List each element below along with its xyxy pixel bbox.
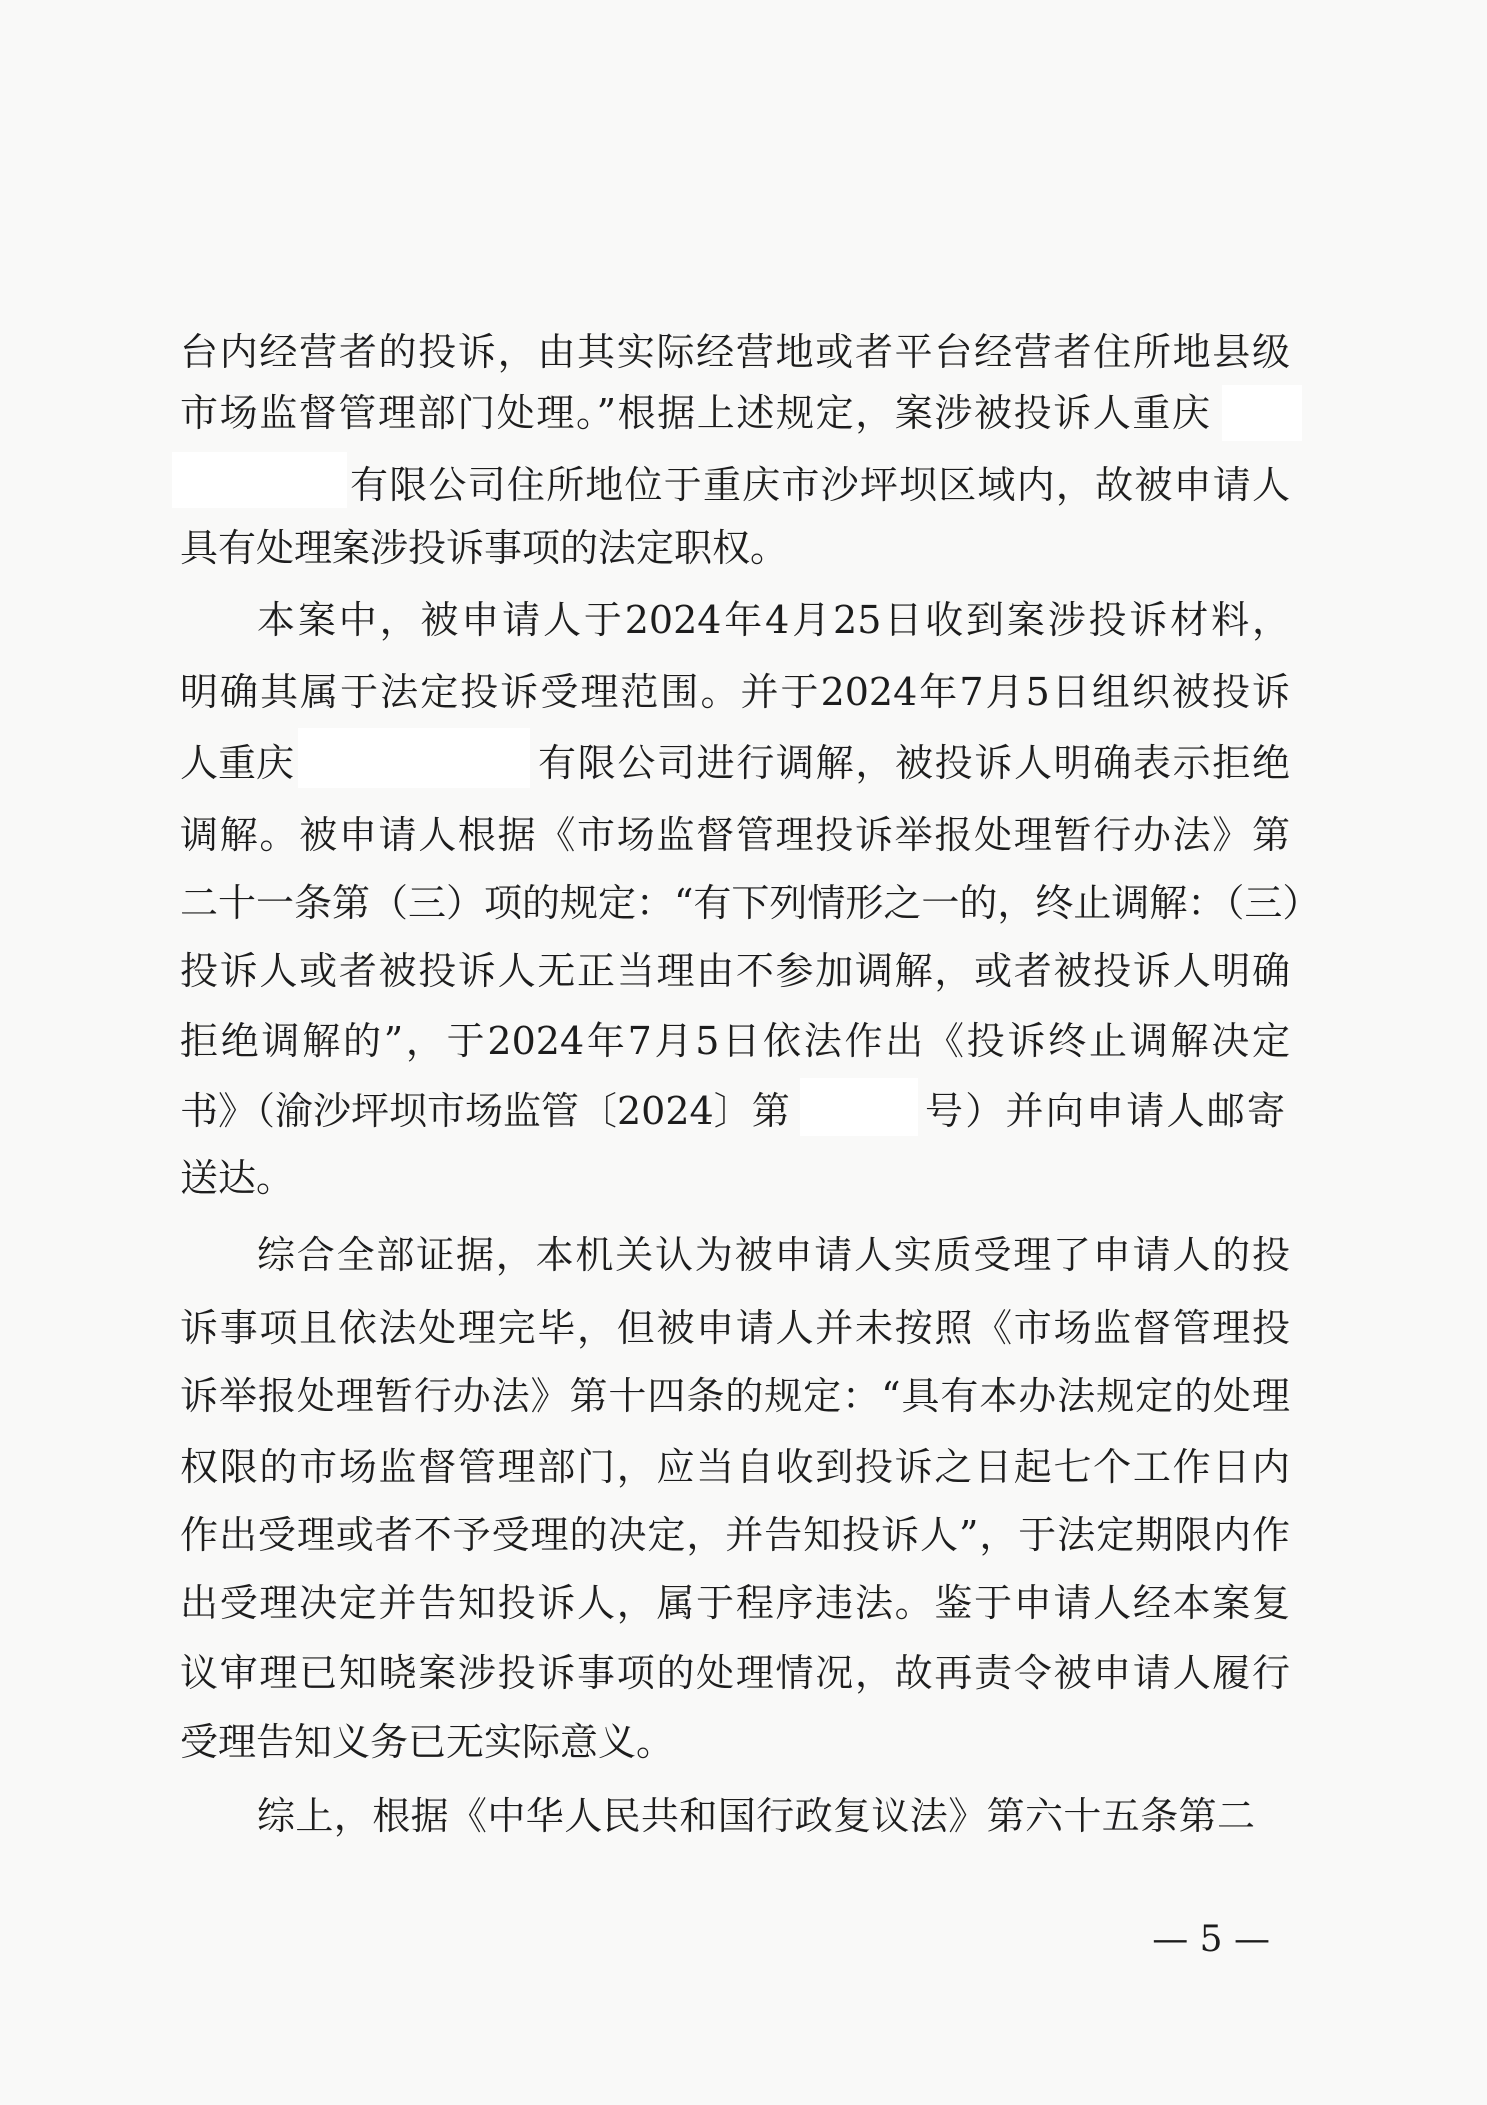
text-line-21: 出受理决定并告知投诉人，属于程序违法。鉴于申请人经本案复 xyxy=(180,1581,1290,1625)
text-line-14: 号）并向申请人邮寄 xyxy=(925,1089,1285,1133)
redaction-box xyxy=(298,728,530,788)
text-line-20: 作出受理或者不予受理的决定，并告知投诉人”，于法定期限内作 xyxy=(180,1513,1290,1557)
text-line-11: 投诉人或者被投诉人无正当理由不参加调解，或者被投诉人明确 xyxy=(180,949,1290,993)
text-line-2: 市场监督管理部门处理。”根据上述规定，案涉被投诉人重庆 xyxy=(180,391,1210,435)
text-line-10: 二十一条第（三）项的规定：“有下列情形之一的，终止调解：（三） xyxy=(180,881,1321,925)
text-line-5: 本案中，被申请人于2024年4月25日收到案涉投诉材料， xyxy=(257,598,1290,642)
redaction-box xyxy=(1222,385,1302,441)
text-line-8: 有限公司进行调解，被投诉人明确表示拒绝 xyxy=(538,741,1290,785)
text-line-1: 台内经营者的投诉，由其实际经营地或者平台经营者住所地县级 xyxy=(180,330,1290,374)
text-line-9: 调解。被申请人根据《市场监督管理投诉举报处理暂行办法》第 xyxy=(180,813,1290,857)
redaction-box xyxy=(800,1078,918,1136)
redaction-box xyxy=(172,452,347,508)
text-line-18: 诉举报处理暂行办法》第十四条的规定：“具有本办法规定的处理 xyxy=(180,1374,1290,1418)
page-number: — 5 — xyxy=(1152,1919,1270,1960)
text-line-19: 权限的市场监督管理部门，应当自收到投诉之日起七个工作日内 xyxy=(180,1445,1290,1489)
text-line-3: 有限公司住所地位于重庆市沙坪坝区域内，故被申请人 xyxy=(350,463,1290,507)
text-line-15: 送达。 xyxy=(180,1156,295,1200)
text-line-24: 综上，根据《中华人民共和国行政复议法》第六十五条第二 xyxy=(257,1794,1255,1838)
text-line-7: 人重庆 xyxy=(180,741,295,785)
text-line-16: 综合全部证据，本机关认为被申请人实质受理了申请人的投 xyxy=(257,1233,1290,1277)
text-line-17: 诉事项且依法处理完毕，但被申请人并未按照《市场监督管理投 xyxy=(180,1306,1290,1350)
text-line-6: 明确其属于法定投诉受理范围。并于2024年7月5日组织被投诉 xyxy=(180,670,1290,714)
text-line-12: 拒绝调解的”，于2024年7月5日依法作出《投诉终止调解决定 xyxy=(180,1019,1290,1063)
text-line-13: 书》（渝沙坪坝市场监管〔2024〕第 xyxy=(180,1089,790,1133)
text-line-4: 具有处理案涉投诉事项的法定职权。 xyxy=(180,526,789,570)
text-line-22: 议审理已知晓案涉投诉事项的处理情况，故再责令被申请人履行 xyxy=(180,1651,1290,1695)
text-line-23: 受理告知义务已无实际意义。 xyxy=(180,1720,675,1764)
